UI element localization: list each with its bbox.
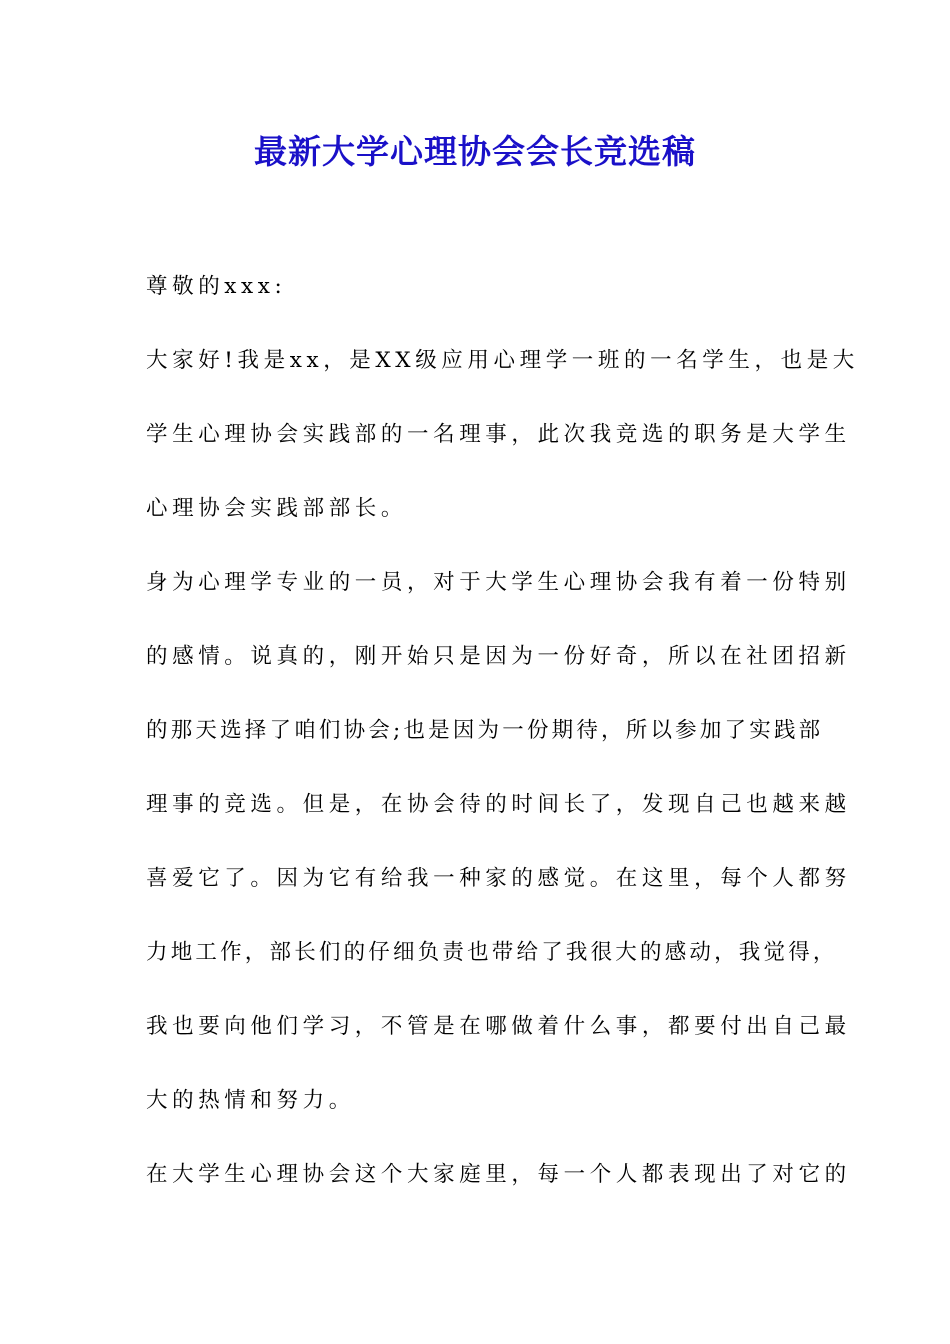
document-body [146, 268, 859, 1230]
text-line: 大家好!我是xx，是XX级应用心理学一班的一名学生，也是大 [146, 348, 859, 373]
document-title: 最新大学心理协会会长竞选稿 [254, 132, 696, 171]
text-line: 理事的竞选。但是，在协会待的时间长了，发现自己也越来越 [146, 792, 851, 817]
text-line: 身为心理学专业的一员，对于大学生心理协会我有着一份特别 [146, 570, 851, 595]
text-line: 我也要向他们学习，不管是在哪做着什么事，都要付出自己最 [146, 1014, 851, 1039]
text-line: 的感情。说真的，刚开始只是因为一份好奇，所以在社团招新 [146, 644, 851, 669]
text-line: 学生心理协会实践部的一名理事，此次我竞选的职务是大学生 [146, 422, 851, 447]
text-line-greeting: 尊敬的xxx: [146, 274, 287, 299]
text-line: 的那天选择了咱们协会;也是因为一份期待，所以参加了实践部 [146, 718, 824, 743]
text-line: 大的热情和努力。 [146, 1088, 355, 1113]
text-line: 力地工作，部长们的仔细负责也带给了我很大的感动，我觉得， [146, 940, 838, 965]
text-line: 心理协会实践部部长。 [146, 496, 408, 521]
text-line: 喜爱它了。因为它有给我一种家的感觉。在这里，每个人都努 [146, 866, 851, 891]
text-line: 在大学生心理协会这个大家庭里，每一个人都表现出了对它的 [146, 1162, 851, 1187]
